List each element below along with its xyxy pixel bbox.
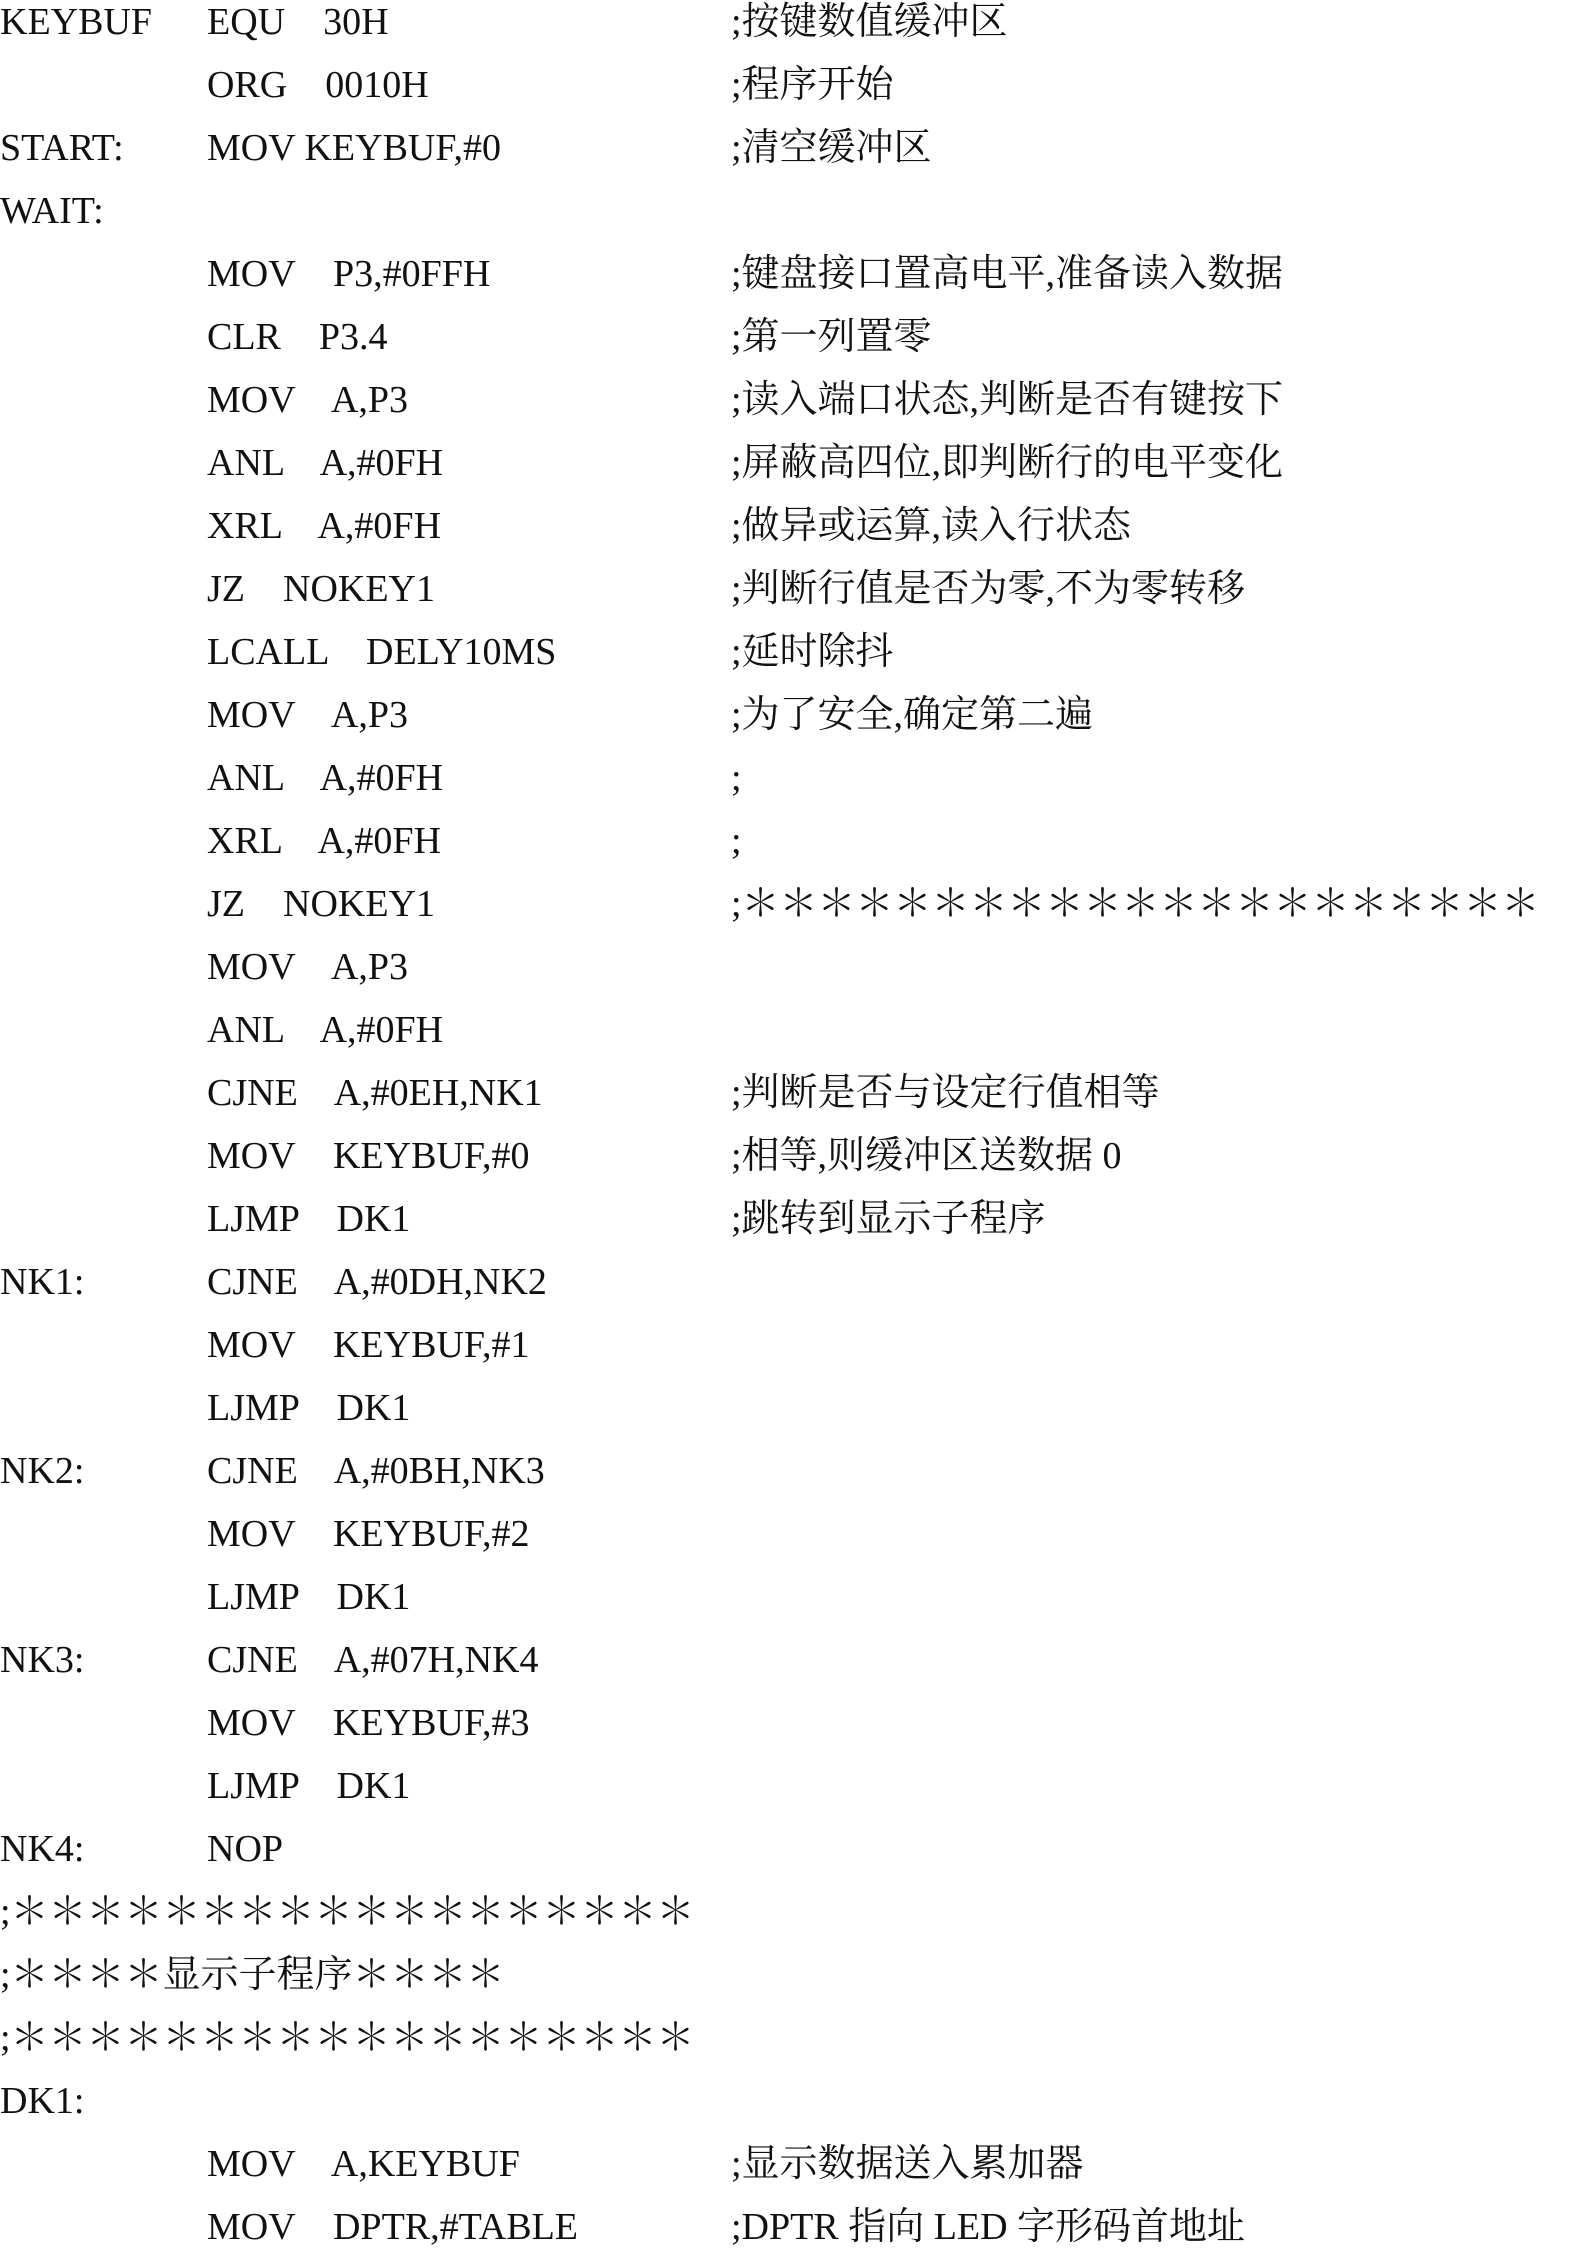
- code-instruction: XRL A,#0FH: [207, 505, 442, 547]
- code-comment: ;屏蔽高四位,即判断行的电平变化: [731, 442, 1284, 484]
- code-instruction: ANL A,#0FH: [207, 1009, 444, 1051]
- code-label: NK4:: [0, 1828, 85, 1870]
- code-line: [0, 819, 1571, 882]
- code-line: [0, 1890, 1571, 1953]
- code-instruction: MOV DPTR,#TABLE: [207, 2206, 579, 2248]
- code-line: [0, 1512, 1571, 1575]
- code-comment: ;程序开始: [731, 64, 894, 106]
- code-line: [0, 2079, 1571, 2142]
- code-line: [0, 1638, 1571, 1701]
- code-comment: ;读入端口状态,判断是否有键按下: [731, 379, 1284, 421]
- code-comment: ;显示数据送入累加器: [731, 2143, 1084, 2185]
- code-comment: ;做异或运算,读入行状态: [731, 505, 1132, 547]
- code-instruction: CLR P3.4: [207, 316, 388, 358]
- code-comment: ;延时除抖: [731, 631, 894, 673]
- code-instruction: MOV KEYBUF,#2: [207, 1513, 530, 1555]
- code-label: NK1:: [0, 1261, 85, 1303]
- code-instruction: MOV KEYBUF,#1: [207, 1324, 530, 1366]
- code-line: [0, 2205, 1571, 2268]
- code-comment: ;键盘接口置高电平,准备读入数据: [731, 253, 1284, 295]
- code-comment: ;: [731, 757, 742, 799]
- code-line: [0, 1575, 1571, 1638]
- code-line: [0, 189, 1571, 252]
- code-instruction: CJNE A,#07H,NK4: [207, 1639, 539, 1681]
- code-line: [0, 693, 1571, 756]
- code-line: [0, 945, 1571, 1008]
- code-line: [0, 126, 1571, 189]
- code-instruction: XRL A,#0FH: [207, 820, 442, 862]
- comment-banner: ;＊＊＊＊显示子程序＊＊＊＊: [0, 1954, 505, 1996]
- code-line: [0, 1323, 1571, 1386]
- code-instruction: ANL A,#0FH: [207, 442, 444, 484]
- code-instruction: JZ NOKEY1: [207, 568, 435, 610]
- code-instruction: NOP: [207, 1828, 284, 1870]
- code-instruction: MOV KEYBUF,#0: [207, 127, 501, 169]
- code-instruction: MOV A,P3: [207, 946, 408, 988]
- code-line: [0, 1953, 1571, 2016]
- code-label: NK2:: [0, 1450, 85, 1492]
- code-line: [0, 1701, 1571, 1764]
- code-line: [0, 0, 1571, 63]
- code-line: [0, 1008, 1571, 1071]
- comment-banner: ;＊＊＊＊＊＊＊＊＊＊＊＊＊＊＊＊＊＊: [0, 2017, 695, 2059]
- comment-banner: ;＊＊＊＊＊＊＊＊＊＊＊＊＊＊＊＊＊＊: [0, 1891, 695, 1933]
- code-line: [0, 882, 1571, 945]
- code-line: [0, 567, 1571, 630]
- code-line: [0, 441, 1571, 504]
- code-line: [0, 315, 1571, 378]
- code-comment: ;第一列置零: [731, 316, 932, 358]
- code-line: [0, 630, 1571, 693]
- code-line: [0, 1071, 1571, 1134]
- code-instruction: CJNE A,#0EH,NK1: [207, 1072, 543, 1114]
- code-instruction: CJNE A,#0BH,NK3: [207, 1450, 545, 1492]
- code-label: KEYBUF: [0, 1, 153, 43]
- code-line: [0, 1827, 1571, 1890]
- code-line: [0, 2142, 1571, 2205]
- code-instruction: MOV A,P3: [207, 379, 408, 421]
- code-instruction: MOV KEYBUF,#0: [207, 1135, 530, 1177]
- code-label: WAIT:: [0, 190, 104, 232]
- code-instruction: LJMP DK1: [207, 1765, 411, 1807]
- code-line: [0, 63, 1571, 126]
- code-instruction: LJMP DK1: [207, 1387, 411, 1429]
- code-instruction: MOV P3,#0FFH: [207, 253, 491, 295]
- code-line: [0, 2016, 1571, 2079]
- code-line: [0, 1134, 1571, 1197]
- code-comment: ;为了安全,确定第二遍: [731, 694, 1094, 736]
- code-instruction: EQU 30H: [207, 1, 389, 43]
- code-instruction: ORG 0010H: [207, 64, 429, 106]
- code-comment: ;相等,则缓冲区送数据 0: [731, 1135, 1122, 1177]
- code-instruction: ANL A,#0FH: [207, 757, 444, 799]
- code-instruction: JZ NOKEY1: [207, 883, 435, 925]
- code-comment: ;判断行值是否为零,不为零转移: [731, 568, 1246, 610]
- code-instruction: LCALL DELY10MS: [207, 631, 557, 673]
- code-label: START:: [0, 127, 124, 169]
- code-line: [0, 1764, 1571, 1827]
- code-line: [0, 1449, 1571, 1512]
- code-instruction: MOV A,P3: [207, 694, 408, 736]
- code-comment: ;DPTR 指向 LED 字形码首地址: [731, 2206, 1246, 2248]
- code-instruction: MOV A,KEYBUF: [207, 2143, 520, 2185]
- code-comment: ;＊＊＊＊＊＊＊＊＊＊＊＊＊＊＊＊＊＊＊＊＊: [731, 883, 1540, 925]
- code-line: [0, 1386, 1571, 1449]
- code-instruction: LJMP DK1: [207, 1576, 411, 1618]
- code-comment: ;: [731, 820, 742, 862]
- code-line: [0, 756, 1571, 819]
- code-instruction: CJNE A,#0DH,NK2: [207, 1261, 547, 1303]
- code-comment: ;清空缓冲区: [731, 127, 932, 169]
- code-line: [0, 1197, 1571, 1260]
- code-line: [0, 1260, 1571, 1323]
- code-label: NK3:: [0, 1639, 85, 1681]
- code-comment: ;按键数值缓冲区: [731, 1, 1008, 43]
- code-instruction: LJMP DK1: [207, 1198, 411, 1240]
- code-label: DK1:: [0, 2080, 85, 2122]
- code-comment: ;判断是否与设定行值相等: [731, 1072, 1160, 1114]
- code-line: [0, 378, 1571, 441]
- code-line: [0, 252, 1571, 315]
- code-comment: ;跳转到显示子程序: [731, 1198, 1046, 1240]
- code-line: [0, 504, 1571, 567]
- code-instruction: MOV KEYBUF,#3: [207, 1702, 530, 1744]
